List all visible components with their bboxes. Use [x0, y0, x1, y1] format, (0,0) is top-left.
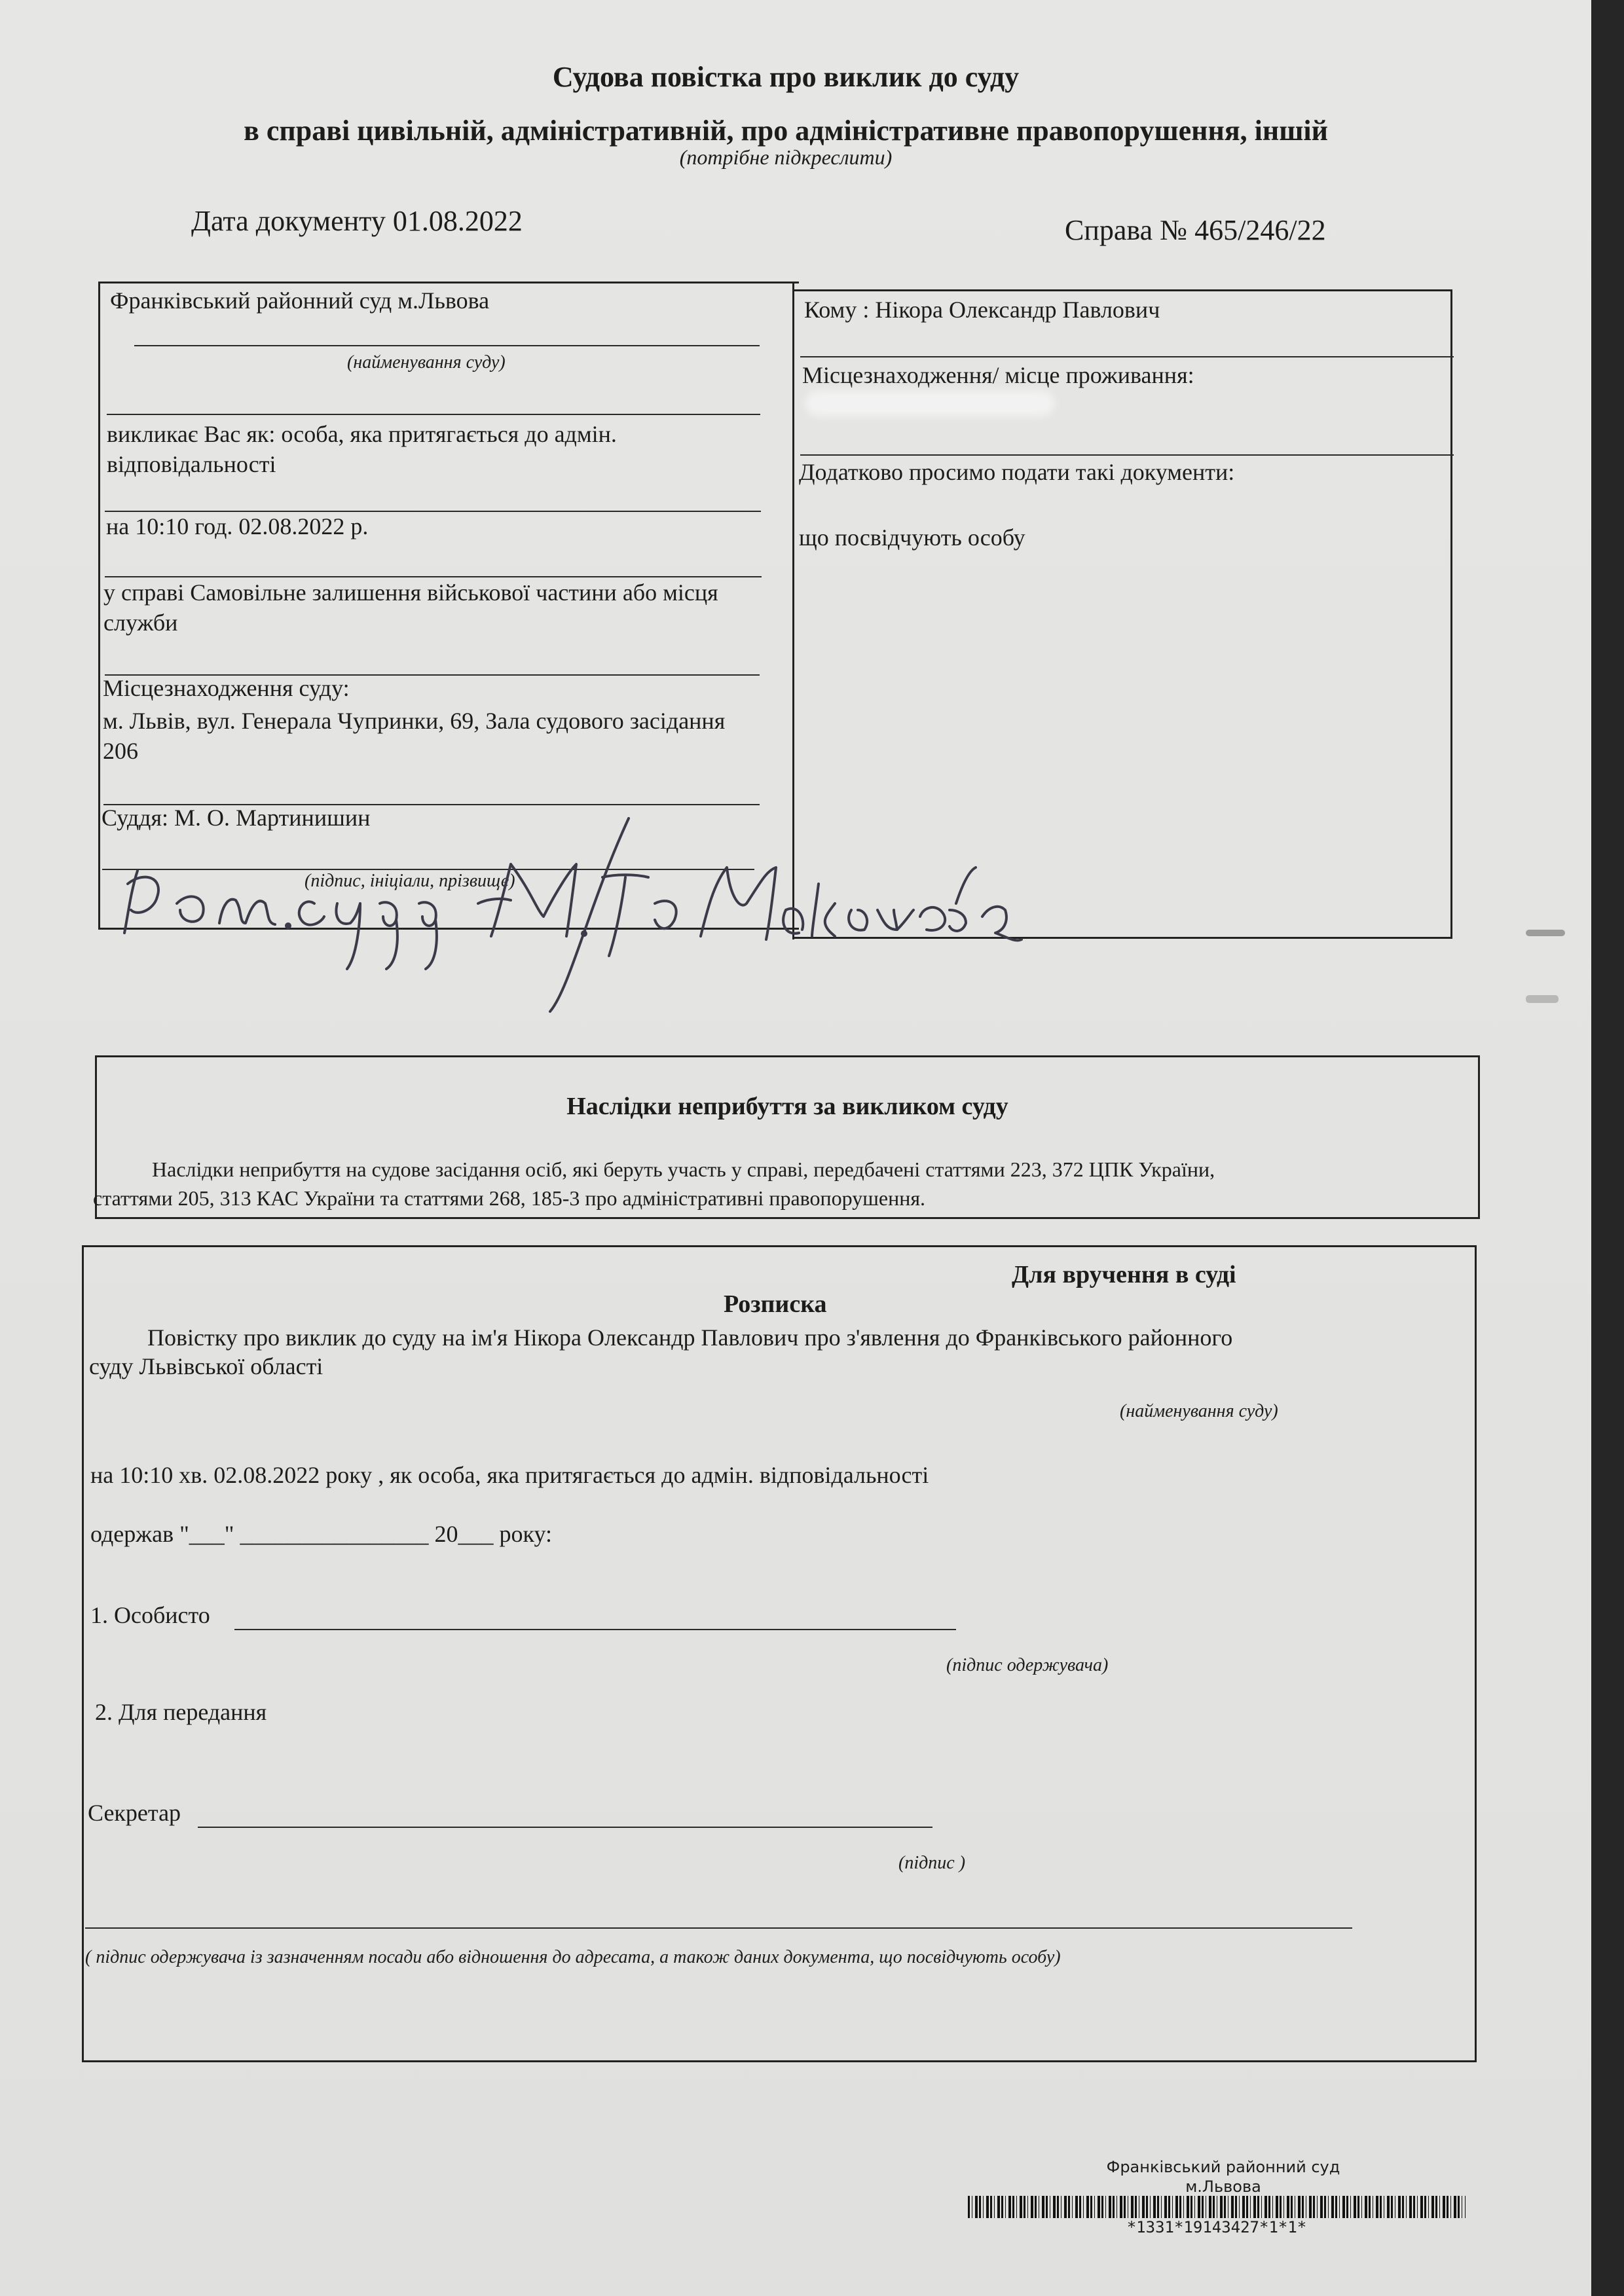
signature-caption: (підпис, ініціали, прізвище) [304, 871, 515, 891]
bottom-sign-line [85, 1927, 1352, 1929]
footer-court-line-1: Франківський районний суд [1106, 2158, 1340, 2176]
secretary-sign-caption: (підпис ) [898, 1853, 966, 1873]
extra-docs-label: Додатково просимо подати такі документи: [799, 459, 1235, 485]
secretary-sign-line [198, 1827, 932, 1828]
case-subject: у справі Самовільне залишення військової частини або місця служби [103, 579, 718, 636]
redacted-address [805, 390, 1054, 416]
case-number: Справа № 465/246/22 [1065, 214, 1326, 246]
hearing-time: на 10:10 год. 02.08.2022 р. [106, 513, 369, 539]
barcode [968, 2196, 1466, 2218]
scan-artifact [1526, 930, 1565, 936]
court-name-caption: (найменування суду) [347, 352, 506, 373]
consequences-text-line-2: статтями 205, 313 КАС України та статтями 268, 185-3 про адміністративні правопорушення. [93, 1186, 926, 1210]
residence-label: Місцезнаходження/ місце проживання: [802, 362, 1194, 388]
right-divider-1 [800, 356, 1454, 357]
received-line: одержав "___" ________________ 20___ року: [90, 1521, 553, 1547]
consequences-title: Наслідки неприбуття за викликом суду [566, 1093, 1008, 1120]
consequences-text-line-1: Наслідки неприбуття на судове засідання осіб, які беруть участь у справі, передбачені статтями 223, 372 ЦПК України, [152, 1157, 1215, 1181]
divider-1 [107, 414, 760, 415]
receipt-title: Розписка [724, 1290, 827, 1318]
secretary-label: Секретар [88, 1800, 181, 1826]
extra-docs-value: що посвідчують особу [799, 524, 1025, 551]
court-location-label: Місцезнаходження суду: [103, 675, 350, 701]
summons-as: викликає Вас як: особа, яка притягається до адмін. відповідальності [107, 421, 617, 477]
personally-label: 1. Особисто [90, 1602, 210, 1628]
receipt-line-2: суду Львівської області [89, 1353, 323, 1379]
court-name: Франківський районний суд м.Львова [110, 287, 490, 314]
transfer-label: 2. Для передання [95, 1699, 267, 1725]
right-divider-2 [800, 454, 1454, 456]
scan-edge [1591, 0, 1624, 2296]
personally-sign-line [234, 1629, 956, 1630]
title-line-2: в справі цивільній, адміністративній, про адміністративне правопорушення, іншій [244, 115, 1328, 147]
court-name-line [134, 345, 760, 346]
receipt-time-line: на 10:10 хв. 02.08.2022 року , як особа, яка притягається до адмін. відповідальності [90, 1462, 929, 1488]
receipt-line-1: Повістку про виклик до суду на ім'я Нікора Олександр Павлович про з'явлення до Франківського районного [147, 1324, 1233, 1351]
receipt-court-caption: (найменування суду) [1120, 1401, 1278, 1421]
title-note: (потрібне підкреслити) [679, 145, 893, 169]
scan-artifact [1526, 995, 1559, 1003]
document-date: Дата документу 01.08.2022 [191, 205, 523, 237]
handwritten-signature [92, 805, 1048, 1015]
judge-name: Суддя: М. О. Мартинишин [101, 805, 371, 831]
bottom-caption: ( підпис одержувача із зазначенням посади або відношення до адресата, а також даних документа, що посвідчують особу) [85, 1947, 1061, 1967]
barcode-text: *1331*19143427*1*1* [1126, 2218, 1307, 2236]
recipient-sign-caption: (підпис одержувача) [946, 1655, 1109, 1675]
recipient-name: Кому : Нікора Олександр Павлович [804, 297, 1160, 323]
footer-court-line-2: м.Львова [1185, 2178, 1261, 2196]
for-court-label: Для вручення в суді [1012, 1261, 1236, 1288]
divider-2 [105, 511, 761, 512]
court-location-value: м. Львів, вул. Генерала Чупринки, 69, Зала судового засідання 206 [103, 708, 726, 764]
title-line-1: Судова повістка про виклик до суду [552, 61, 1020, 93]
